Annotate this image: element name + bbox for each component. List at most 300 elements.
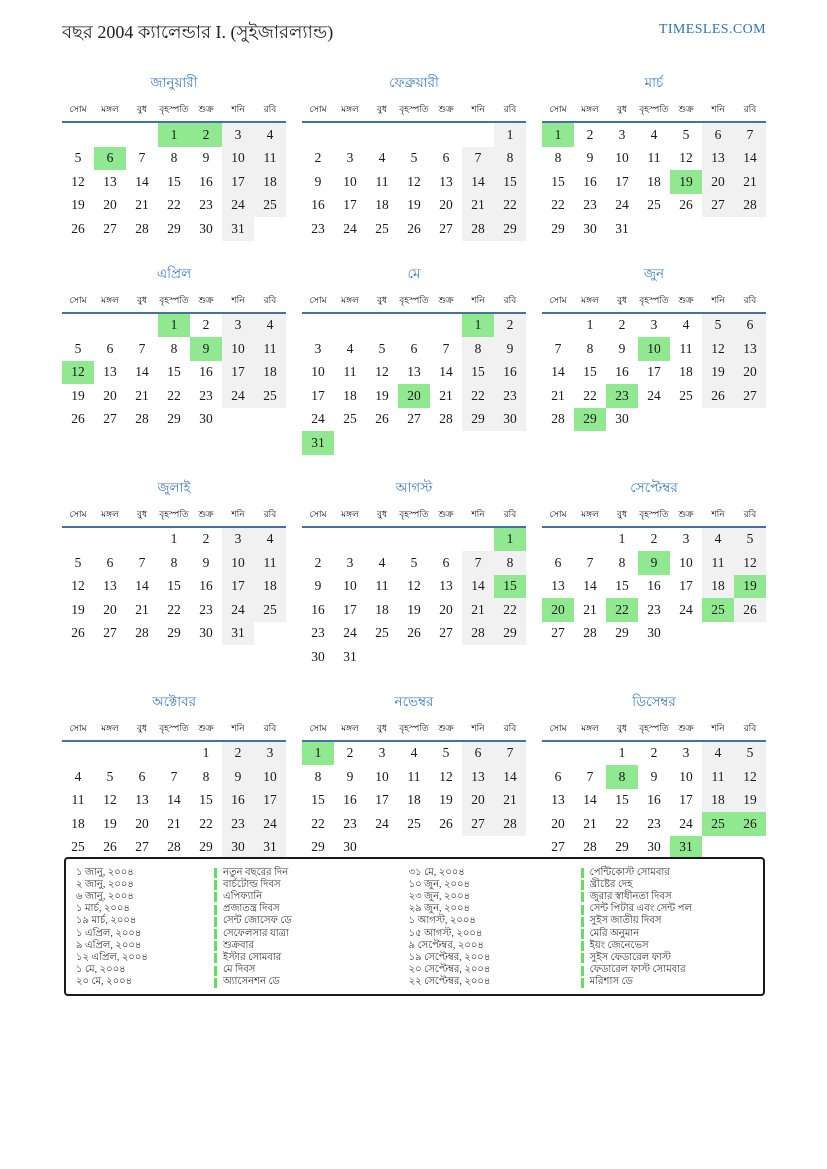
day-cell: 15 [615,792,629,808]
legend-holiday-name: বার্চটোল্ড দিবস [223,878,281,890]
weekday-header: সোম [62,293,94,313]
legend-row [76,977,405,989]
weekday-header: শনি [222,507,254,527]
day-cell: 16 [647,792,661,808]
legend-holiday-name: মেরি অনুমান [589,927,640,939]
legend-date: ২০ সেপ্টেম্বর, ২০০৪ [408,964,491,976]
empty-cell [62,122,94,147]
weekday-header: মঙ্গল [574,102,606,122]
day-cell: 7 [138,150,146,166]
legend-marker-bar [581,917,584,927]
day-cell: 15 [551,173,565,189]
empty-cell [126,122,158,147]
week-row [62,836,286,860]
day-cell: 24 [647,387,661,403]
day-cell: 27 [551,839,565,855]
day-cell: 31 [254,836,286,860]
day-cell: 24 [222,384,254,408]
month-grid [62,721,286,860]
day-cell: 3 [314,340,322,356]
weekday-header: রবি [494,721,526,741]
day-cell: 23 [343,815,357,831]
empty-cell [638,217,670,241]
day-cell: 26 [71,625,85,641]
week-row [542,622,766,646]
week-row [62,765,286,789]
empty-cell [62,741,94,766]
day-cell: 6 [106,554,114,570]
day-cell: 2 [202,317,210,333]
day-cell: 12 [62,361,94,385]
weekday-header: শনি [462,507,494,527]
empty-cell [542,741,574,766]
day-cell: 7 [554,340,562,356]
day-cell: 2 [222,741,254,766]
day-cell: 29 [615,839,629,855]
week-row [62,812,286,836]
day-cell: 15 [615,578,629,594]
day-cell: 18 [702,575,734,599]
day-cell: 2 [314,554,322,570]
weekday-header: শনি [462,102,494,122]
day-cell: 21 [494,789,526,813]
month-title: মার্চ [644,75,664,90]
day-cell: 25 [343,411,357,427]
day-cell: 3 [222,527,254,552]
day-cell: 28 [462,622,494,646]
day-cell: 5 [106,768,114,784]
day-cell: 6 [442,554,450,570]
day-cell: 24 [222,194,254,218]
empty-cell [398,527,430,552]
weekday-header: সোম [62,102,94,122]
day-cell: 19 [439,792,453,808]
week-row [542,741,766,766]
week-row [542,361,766,385]
legend-date: ৬ জানু, ২০০৪ [76,890,134,902]
day-cell: 27 [103,411,117,427]
empty-cell [62,527,94,552]
empty-cell [702,622,734,646]
day-cell: 28 [135,625,149,641]
day-cell: 6 [554,768,562,784]
day-cell: 12 [407,173,421,189]
day-cell: 10 [615,150,629,166]
week-row [542,384,766,408]
day-cell: 8 [606,765,638,789]
empty-cell [430,122,462,147]
day-cell: 4 [378,554,386,570]
empty-cell [366,122,398,147]
weekday-header: মঙ্গল [334,721,366,741]
week-row [542,147,766,171]
day-cell: 20 [462,789,494,813]
weekday-header: শুক্র [190,102,222,122]
day-cell: 19 [103,815,117,831]
day-cell: 13 [103,364,117,380]
day-cell: 14 [583,792,597,808]
day-cell: 11 [254,147,286,171]
weekday-header: শুক্র [670,293,702,313]
day-cell: 26 [375,411,389,427]
day-cell: 7 [138,340,146,356]
empty-cell [398,836,430,860]
month-8 [302,477,526,669]
day-cell: 21 [551,387,565,403]
empty-cell [462,645,494,669]
day-cell: 22 [583,387,597,403]
empty-cell [430,527,462,552]
day-cell: 30 [494,408,526,432]
day-cell: 15 [167,173,181,189]
week-row [302,527,526,552]
day-cell: 12 [71,578,85,594]
day-cell: 25 [254,384,286,408]
empty-cell [670,622,702,646]
weekday-header: বৃহস্পতি [398,507,430,527]
day-cell: 10 [311,364,325,380]
day-cell: 17 [254,789,286,813]
empty-cell [670,217,702,241]
weekday-header: বুধ [126,102,158,122]
legend-marker-bar [214,953,217,963]
weekday-header: মঙ্গল [574,507,606,527]
weekday-header: বুধ [366,293,398,313]
day-cell: 21 [167,815,181,831]
week-row [62,384,286,408]
empty-cell [542,313,574,338]
weekday-header: বৃহস্পতি [158,721,190,741]
day-cell: 12 [103,792,117,808]
legend-holiday-name: ইয়ং জেনেভেস [589,939,649,951]
day-cell: 5 [702,313,734,338]
day-cell: 8 [314,768,322,784]
day-cell: 30 [647,839,661,855]
day-cell: 5 [74,340,82,356]
month-6 [542,263,766,455]
day-cell: 20 [439,197,453,213]
day-cell: 23 [311,625,325,641]
weekday-header: সোম [542,721,574,741]
day-cell: 8 [494,147,526,171]
week-row [542,789,766,813]
day-cell: 26 [407,220,421,236]
months-grid [62,72,766,859]
empty-cell [430,431,462,455]
day-cell: 14 [583,578,597,594]
month-grid [62,293,286,432]
day-cell: 11 [407,768,421,784]
day-cell: 20 [542,598,574,622]
empty-cell [126,313,158,338]
day-cell: 29 [311,839,325,855]
weekday-header: সোম [302,507,334,527]
day-cell: 14 [551,364,565,380]
weekday-header: রবি [254,721,286,741]
weekday-header: মঙ্গল [94,102,126,122]
day-cell: 13 [407,364,421,380]
day-cell: 7 [586,768,594,784]
day-cell: 18 [679,364,693,380]
week-row [302,194,526,218]
weekday-header: রবি [734,721,766,741]
day-cell: 10 [222,551,254,575]
week-row [62,147,286,171]
day-cell: 25 [647,197,661,213]
legend-holiday-name: সেন্ট জোসেফ ডে [223,915,292,927]
day-cell: 29 [494,622,526,646]
legend-holiday-name: সেফেলসার যাত্রা [223,927,289,939]
day-cell: 1 [586,317,594,333]
month-title: মে [407,265,421,281]
day-cell: 30 [199,411,213,427]
weekday-header-row [302,102,526,122]
legend-holiday-name: এপিফ্যানি [223,890,263,902]
weekday-header: শনি [462,293,494,313]
day-cell: 14 [462,575,494,599]
day-cell: 19 [734,789,766,813]
month-grid [302,102,526,241]
day-cell: 29 [551,220,565,236]
weekday-header: শনি [462,721,494,741]
empty-cell [254,408,286,432]
day-cell: 2 [618,317,626,333]
weekday-header: শনি [702,102,734,122]
weekday-header: শুক্র [670,102,702,122]
day-cell: 7 [462,551,494,575]
day-cell: 9 [222,765,254,789]
day-cell: 15 [167,578,181,594]
legend-marker-bar [581,966,584,976]
legend-date: ১৫ আগস্ট, ২০০৪ [408,927,483,939]
empty-cell [302,527,334,552]
day-cell: 14 [167,792,181,808]
day-cell: 23 [311,220,325,236]
day-cell: 31 [670,836,702,860]
day-cell: 12 [734,551,766,575]
week-row [302,598,526,622]
day-cell: 3 [346,554,354,570]
week-row [302,812,526,836]
legend-holiday-name: সেন্ট পিটার এবং সেন্ট পল [589,903,692,915]
day-cell: 4 [702,741,734,766]
day-cell: 13 [103,173,117,189]
day-cell: 1 [542,122,574,147]
empty-cell [494,431,526,455]
empty-cell [126,741,158,766]
day-cell: 9 [314,173,322,189]
week-row [302,313,526,338]
day-cell: 3 [346,150,354,166]
empty-cell [430,836,462,860]
day-cell: 21 [462,194,494,218]
empty-cell [574,741,606,766]
legend-holiday-name: জুরার স্বাধীনতা দিবস [589,890,672,902]
day-cell: 11 [702,765,734,789]
day-cell: 17 [647,364,661,380]
day-cell: 17 [679,578,693,594]
day-cell: 16 [343,792,357,808]
day-cell: 20 [702,170,734,194]
month-title: অক্টোবর [151,693,197,709]
day-cell: 20 [551,815,565,831]
day-cell: 5 [410,150,418,166]
day-cell: 27 [407,411,421,427]
day-cell: 5 [410,554,418,570]
day-cell: 18 [407,792,421,808]
day-cell: 20 [103,387,117,403]
weekday-header: বুধ [606,507,638,527]
legend-date: ৯ সেপ্টেম্বর, ২০০৪ [408,939,484,951]
weekday-header: সোম [542,507,574,527]
day-cell: 6 [138,768,146,784]
day-cell: 31 [222,622,254,646]
day-cell: 25 [407,815,421,831]
day-cell: 16 [583,173,597,189]
day-cell: 28 [583,625,597,641]
week-row [542,527,766,552]
day-cell: 3 [378,745,386,761]
weekday-header-row [542,102,766,122]
day-cell: 12 [375,364,389,380]
day-cell: 19 [407,197,421,213]
day-cell: 15 [462,361,494,385]
day-cell: 18 [702,789,734,813]
day-cell: 9 [650,768,658,784]
day-cell: 5 [74,150,82,166]
day-cell: 3 [254,741,286,766]
day-cell: 7 [494,741,526,766]
weekday-header: রবি [254,293,286,313]
day-cell: 2 [190,122,222,147]
day-cell: 23 [494,384,526,408]
day-cell: 11 [375,578,389,594]
day-cell: 28 [494,812,526,836]
day-cell: 19 [702,361,734,385]
legend-date: ২ জানু, ২০০৪ [76,878,134,890]
day-cell: 22 [615,815,629,831]
day-cell: 4 [410,745,418,761]
week-row [302,337,526,361]
day-cell: 6 [554,554,562,570]
day-cell: 17 [679,792,693,808]
day-cell: 25 [702,812,734,836]
month-1 [62,72,286,241]
day-cell: 20 [135,815,149,831]
weekday-header: শনি [702,507,734,527]
day-cell: 22 [167,601,181,617]
empty-cell [462,431,494,455]
day-cell: 10 [343,578,357,594]
weekday-header: বুধ [366,721,398,741]
month-title: জানুয়ারী [150,75,198,90]
day-cell: 16 [199,578,213,594]
day-cell: 10 [222,337,254,361]
month-title: জুলাই [157,479,191,495]
day-cell: 26 [702,384,734,408]
day-cell: 18 [647,173,661,189]
weekday-header: রবি [494,293,526,313]
legend-holiday-name: সুইস ফেডারেল ফাস্ট [589,951,671,963]
empty-cell [94,122,126,147]
weekday-header: রবি [734,102,766,122]
weekday-header: বুধ [126,721,158,741]
week-row [302,408,526,432]
day-cell: 27 [551,625,565,641]
legend-date: ২০ মে, ২০০৪ [76,976,133,988]
weekday-header: বৃহস্পতি [398,293,430,313]
day-cell: 8 [554,150,562,166]
day-cell: 31 [343,648,357,664]
legend-marker-bar [214,929,217,939]
weekday-header: শনি [222,293,254,313]
day-cell: 19 [71,601,85,617]
weekday-header-row [62,507,286,527]
empty-cell [334,527,366,552]
day-cell: 6 [94,147,126,171]
day-cell: 29 [167,625,181,641]
day-cell: 31 [302,431,334,455]
month-grid [542,721,766,860]
day-cell: 27 [439,220,453,236]
week-row [542,765,766,789]
day-cell: 8 [170,150,178,166]
weekday-header: বৃহস্পতি [638,507,670,527]
day-cell: 15 [494,170,526,194]
legend-date: ২৩ জুন, ২০০৪ [408,890,471,902]
empty-cell [494,836,526,860]
empty-cell [366,431,398,455]
week-row [542,170,766,194]
day-cell: 29 [494,217,526,241]
day-cell: 26 [407,625,421,641]
day-cell: 30 [647,625,661,641]
legend-marker-bar [581,941,584,951]
weekday-header: শুক্র [190,721,222,741]
empty-cell [398,645,430,669]
day-cell: 4 [74,768,82,784]
week-row [62,789,286,813]
day-cell: 4 [254,122,286,147]
month-grid [542,102,766,241]
day-cell: 12 [407,578,421,594]
weekday-header: বুধ [126,507,158,527]
day-cell: 8 [202,768,210,784]
weekday-header: বৃহস্পতি [158,102,190,122]
day-cell: 24 [343,220,357,236]
day-cell: 16 [615,364,629,380]
day-cell: 19 [71,197,85,213]
weekday-header: শুক্র [430,102,462,122]
day-cell: 6 [734,313,766,338]
weekday-header: শনি [702,721,734,741]
month-5 [302,263,526,455]
day-cell: 11 [71,792,85,808]
week-row [302,361,526,385]
day-cell: 28 [135,220,149,236]
week-row [542,122,766,147]
empty-cell [254,622,286,646]
day-cell: 10 [343,173,357,189]
week-row [302,741,526,766]
brand-link[interactable]: TIMESLES.COM [658,22,766,37]
weekday-header: রবি [494,102,526,122]
weekday-header-row [62,293,286,313]
day-cell: 11 [702,551,734,575]
day-cell: 21 [135,387,149,403]
day-cell: 5 [734,527,766,552]
day-cell: 14 [734,147,766,171]
